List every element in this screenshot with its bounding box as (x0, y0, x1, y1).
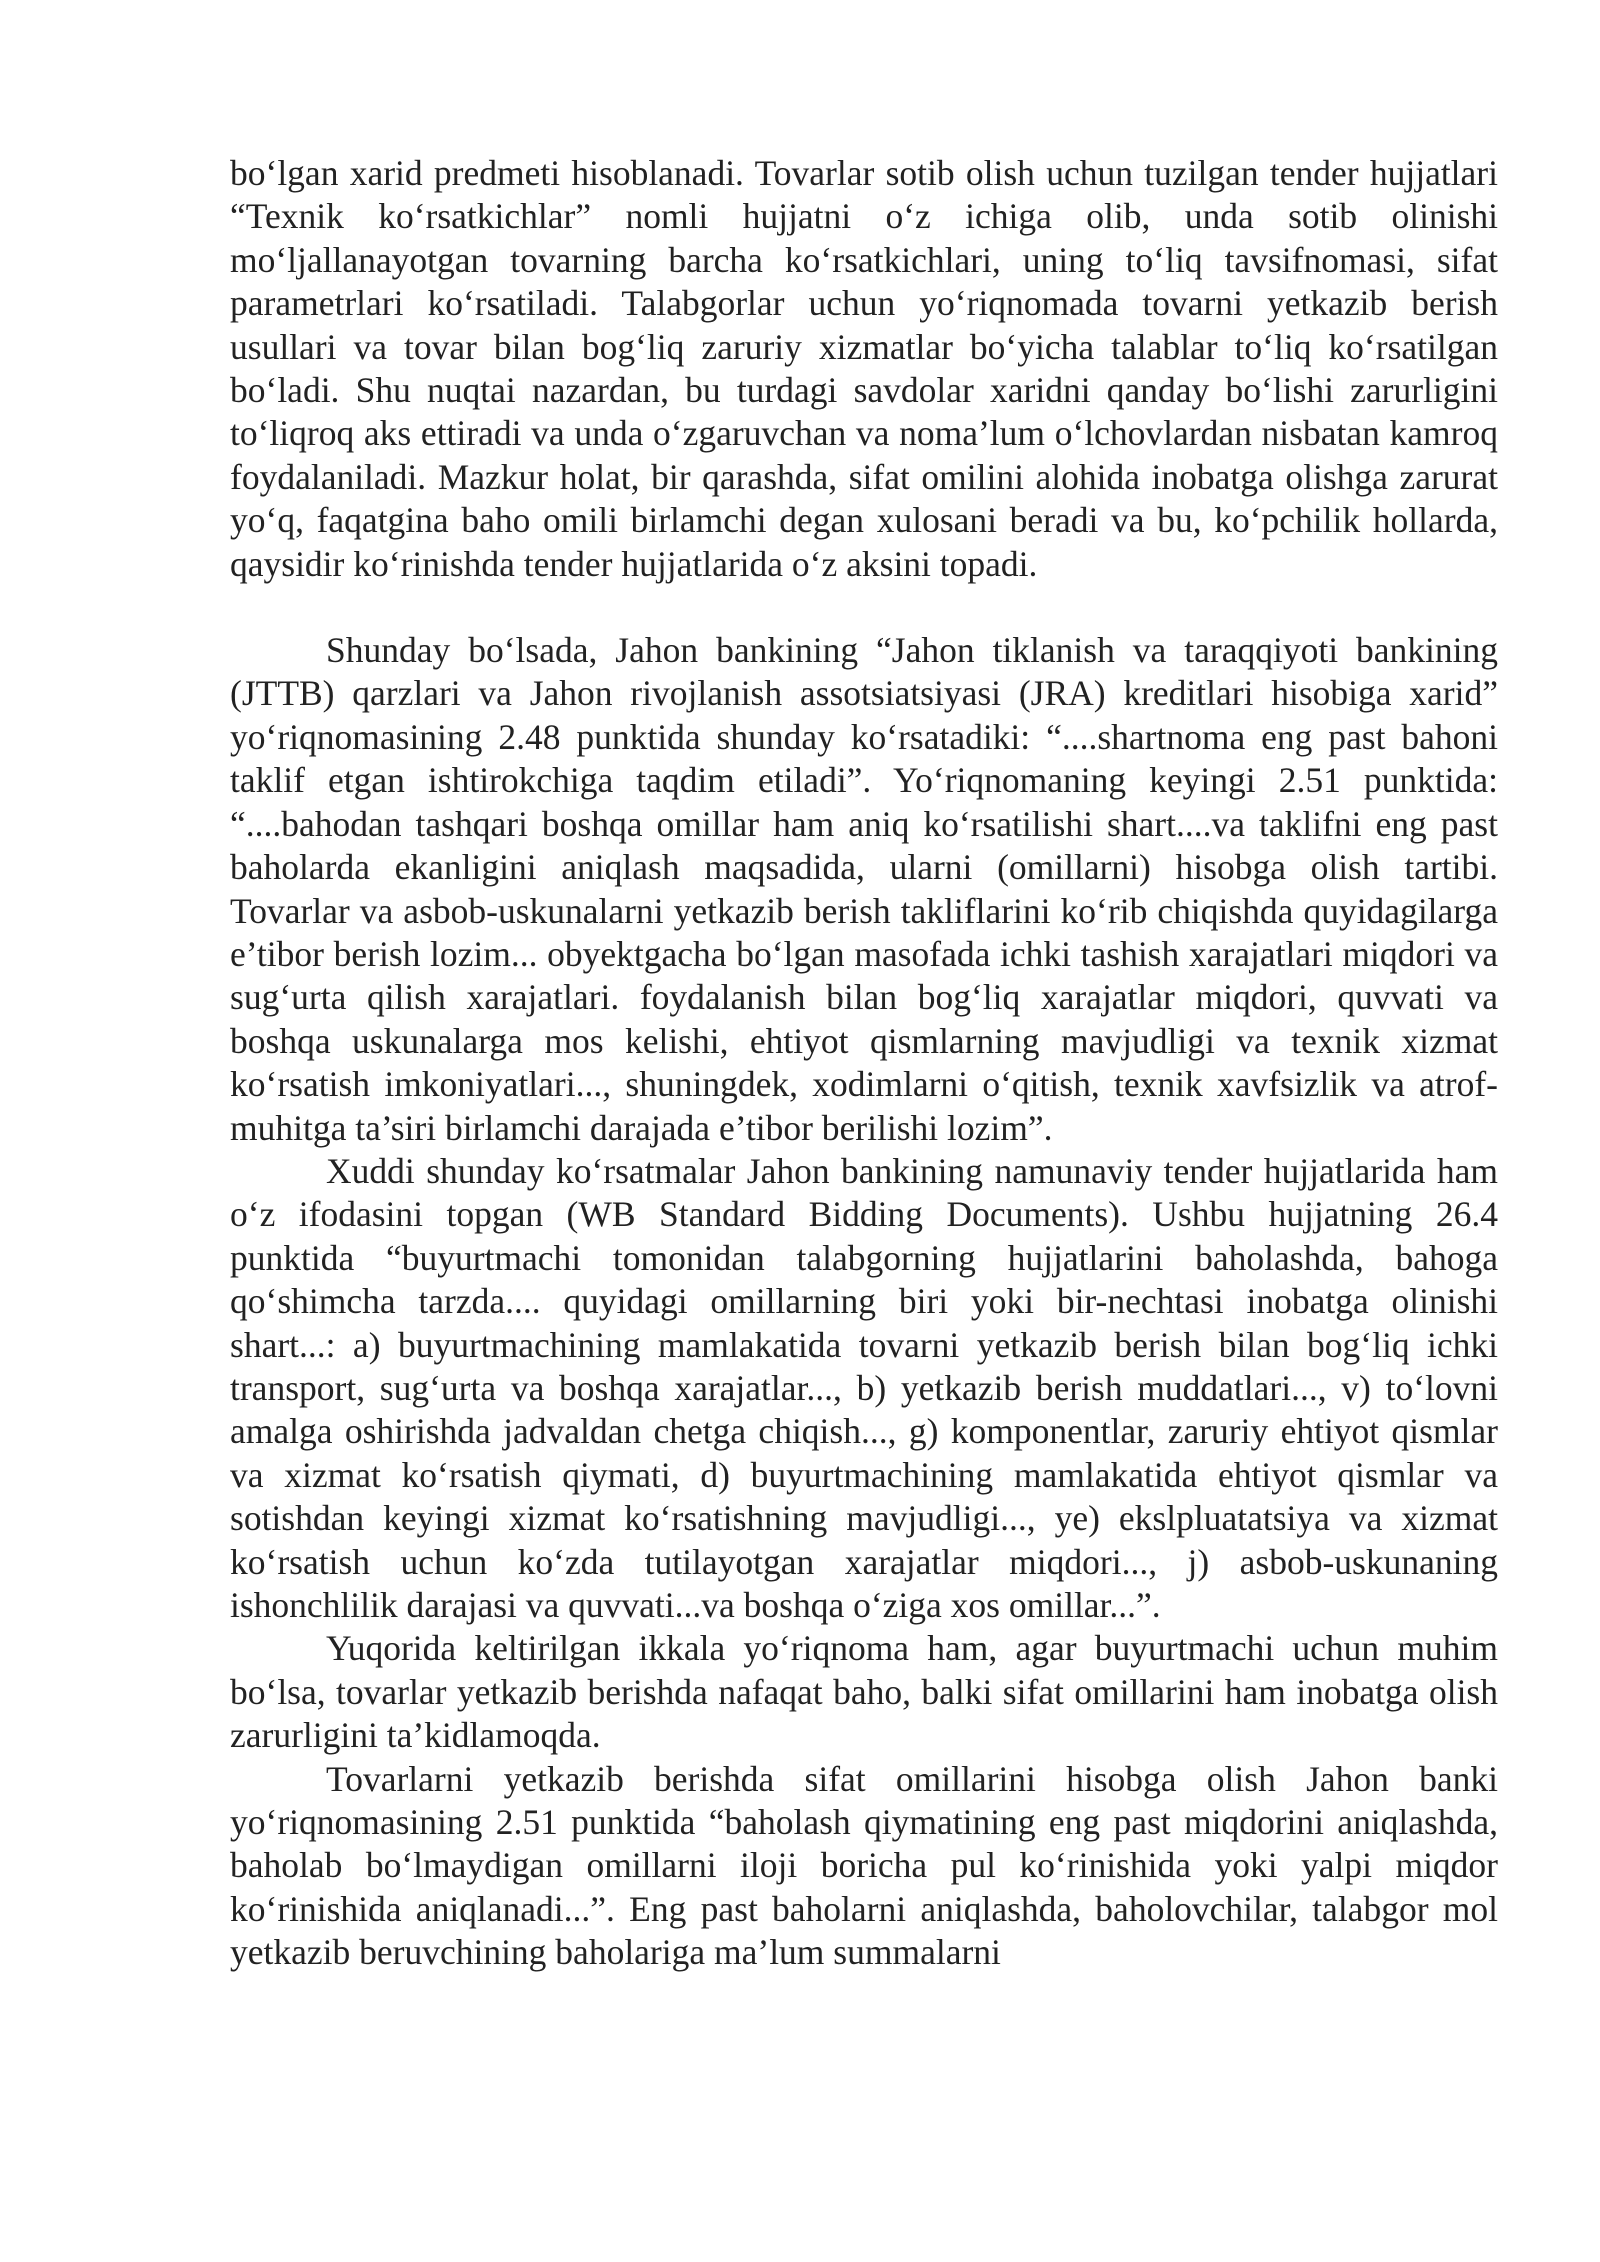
paragraph-1: bo‘lgan xarid predmeti hisoblanadi. Tovarlar sotib olish uchun tuzilgan tender hujjatlari “Texnik ko‘rsatkichlar” nomli hujjatni o‘z ichiga olib, unda sotib olinishi mo‘ljallanayotgan tovarning barcha ko‘rsatkichlari, uning to‘liq tavsifnomasi, sifat parametrlari ko‘rsatiladi. Talabgorlar uchun yo‘riqnomada tovarni yetkazib berish usullari va tovar bilan bog‘liq zaruriy xizmatlar bo‘yicha talablar to‘liq ko‘rsatilgan bo‘ladi. Shu nuqtai nazardan, bu turdagi savdolar xaridni qanday bo‘lishi zarurligini to‘liqroq aks ettiradi va unda o‘zgaruvchan va noma’lum o‘lchovlardan nisbatan kamroq foydalaniladi. Mazkur holat, bir qarashda, sifat omilini alohida inobatga olishga zarurat yo‘q, faqatgina baho omili birlamchi degan xulosani beradi va bu, ko‘pchilik hollarda, qaysidir ko‘rinishda tender hujjatlarida o‘z aksini topadi. (230, 153, 1498, 584)
paragraph-4: Yuqorida keltirilgan ikkala yo‘riqnoma ham, agar buyurtmachi uchun muhim bo‘lsa, tovarlar yetkazib berishda nafaqat baho, balki sifat omillarini ham inobatga olish zarurligini ta’kidlamoqda. (230, 1628, 1498, 1756)
paragraph-2: Shunday bo‘lsada, Jahon bankining “Jahon tiklanish va taraqqiyoti bankining (JTTB) qarzlari va Jahon rivojlanish assotsiatsiyasi (JRA) kreditlari hisobiga xarid” yo‘riqnomasining 2.48 punktida shunday ko‘rsatadiki: “....shartnoma eng past bahoni taklif etgan ishtirokchiga taqdim etiladi”. Yo‘riqnomaning keyingi 2.51 punktida: “....bahodan tashqari boshqa omillar ham aniq ko‘rsatilishi shart....va taklifni eng past baholarda ekanligini aniqlash maqsadida, ularni (omillarni) hisobga olish tartibi. Tovarlar va asbob-uskunalarni yetkazib berish takliflarini ko‘rib chiqishda quyidagilarga e’tibor berish lozim... obyektgacha bo‘lgan masofada ichki tashish xarajatlari miqdori va sug‘urta qilish xarajatlari. foydalanish bilan bog‘liq xarajatlar miqdori, quvvati va boshqa uskunalarga mos kelishi, ehtiyot qismlarning mavjudligi va texnik xizmat ko‘rsatish imkoniyatlari..., shuningdek, xodimlarni o‘qitish, texnik xavfsizlik va atrof-muhitga ta’siri birlamchi darajada e’tibor berilishi lozim”. (230, 630, 1498, 1148)
paragraph-5: Tovarlarni yetkazib berishda sifat omillarini hisobga olish Jahon banki yo‘riqnomasining 2.51 punktida “baholash qiymatining eng past miqdorini aniqlashda, baholab bo‘lmaydigan omillarni iloji boricha pul ko‘rinishida yoki yalpi miqdor ko‘rinishida aniqlanadi...”. Eng past baholarni aniqlashda, baholovchilar, talabgor mol yetkazib beruvchining baholariga ma’lum summalarni (230, 1758, 1498, 1973)
document-page (230, 152, 1498, 1975)
paragraph-3: Xuddi shunday ko‘rsatmalar Jahon bankining namunaviy tender hujjatlarida ham o‘z ifodasini topgan (WB Standard Bidding Documents). Ushbu hujjatning 26.4 punktida “buyurtmachi tomonidan talabgorning hujjatlarini baholashda, bahoga qo‘shimcha tarzda.... quyidagi omillarning biri yoki bir-nechtasi inobatga olinishi shart...: a) buyurtmachining mamlakatida tovarni yetkazib berish bilan bog‘liq ichki transport, sug‘urta va boshqa xarajatlar..., b) yetkazib berish muddatlari..., v) to‘lovni amalga oshirishda jadvaldan chetga chiqish..., g) komponentlar, zaruriy ehtiyot qismlar va xizmat ko‘rsatish qiymati, d) buyurtmachining mamlakatida ehtiyot qismlar va sotishdan keyingi xizmat ko‘rsatishning mavjudligi..., ye) ekslpluatatsiya va xizmat ko‘rsatish uchun ko‘zda tutilayotgan xarajatlar miqdori..., j) asbob-uskunaning ishonchlilik darajasi va quvvati...va boshqa o‘ziga xos omillar...”. (230, 1150, 1498, 1625)
